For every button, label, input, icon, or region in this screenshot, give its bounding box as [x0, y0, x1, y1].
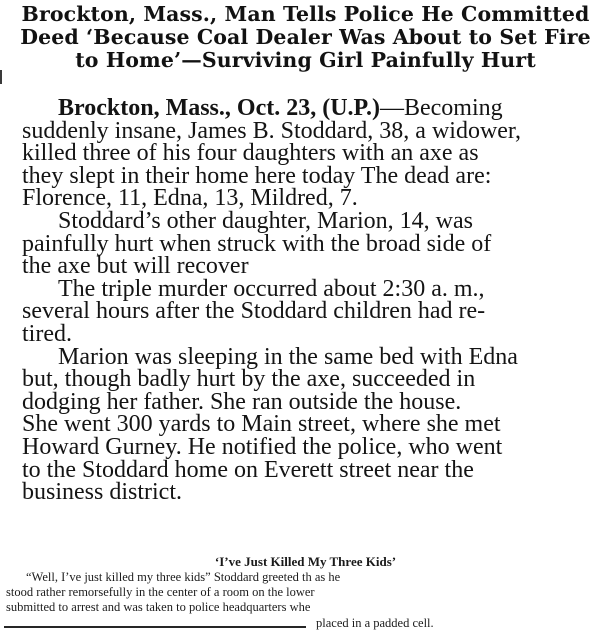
headline-line-2: Deed ‘Because Coal Dealer Was About to Set Fire: [20, 25, 591, 49]
article-line: tired.: [22, 320, 72, 347]
article-line-1-text: —Becoming: [379, 95, 503, 121]
headline: [0, 3, 611, 72]
headline-line-3: to Home’—Surviving Girl Painfully Hurt: [75, 48, 536, 72]
article-line: Stoddard’s other daughter, Marion, 14, was: [58, 207, 473, 234]
article-line: the axe but will recover: [22, 253, 249, 280]
continuation-text: [0, 570, 611, 631]
article-line: The triple murder occurred about 2:30 a. m.,: [58, 275, 485, 302]
scan-edge-mark: [0, 70, 2, 84]
dateline: Brockton, Mass., Oct. 23, (U.P.): [58, 95, 380, 121]
article-line: Howard Gurney. He notified the police, who went: [22, 433, 503, 460]
article-line: several hours after the Stoddard children had re-: [22, 298, 486, 325]
article-line: Marion was sleeping in the same bed with Edna: [58, 343, 518, 370]
article-line: She went 300 yards to Main street, where she met: [22, 411, 501, 438]
small-text-line: stood rather remorsefully in the center of a room on the lower: [6, 585, 315, 600]
article-line: killed three of his four daughters with an axe as: [22, 140, 479, 167]
small-text-line: placed in a padded cell.: [316, 615, 434, 630]
article-line: dodging her father. She ran outside the house.: [22, 388, 462, 415]
small-text-line: submitted to arrest and was taken to police headquarters whe: [6, 600, 311, 615]
column-rule: [4, 626, 306, 628]
article-line: but, though badly hurt by the axe, succeeded in: [22, 366, 476, 393]
article-body: [0, 97, 611, 504]
article-line: business district.: [22, 479, 182, 506]
article-line-1: [0, 97, 611, 120]
subheadline: ‘I’ve Just Killed My Three Kids’: [214, 554, 397, 569]
headline-line-1: Brockton, Mass., Man Tells Police He Committed: [21, 2, 590, 26]
article-line: suddenly insane, James B. Stoddard, 38, a widower,: [22, 117, 521, 144]
small-text-line: “Well, I’ve just killed my three kids” Stoddard greeted th as he: [26, 570, 341, 584]
article-line: to the Stoddard home on Everett street near the: [22, 456, 474, 483]
article-line: Florence, 11, Edna, 13, Mildred, 7.: [22, 185, 358, 212]
article-line: they slept in their home here today The dead are:: [22, 162, 492, 189]
article-line: painfully hurt when struck with the broad side of: [22, 230, 492, 257]
